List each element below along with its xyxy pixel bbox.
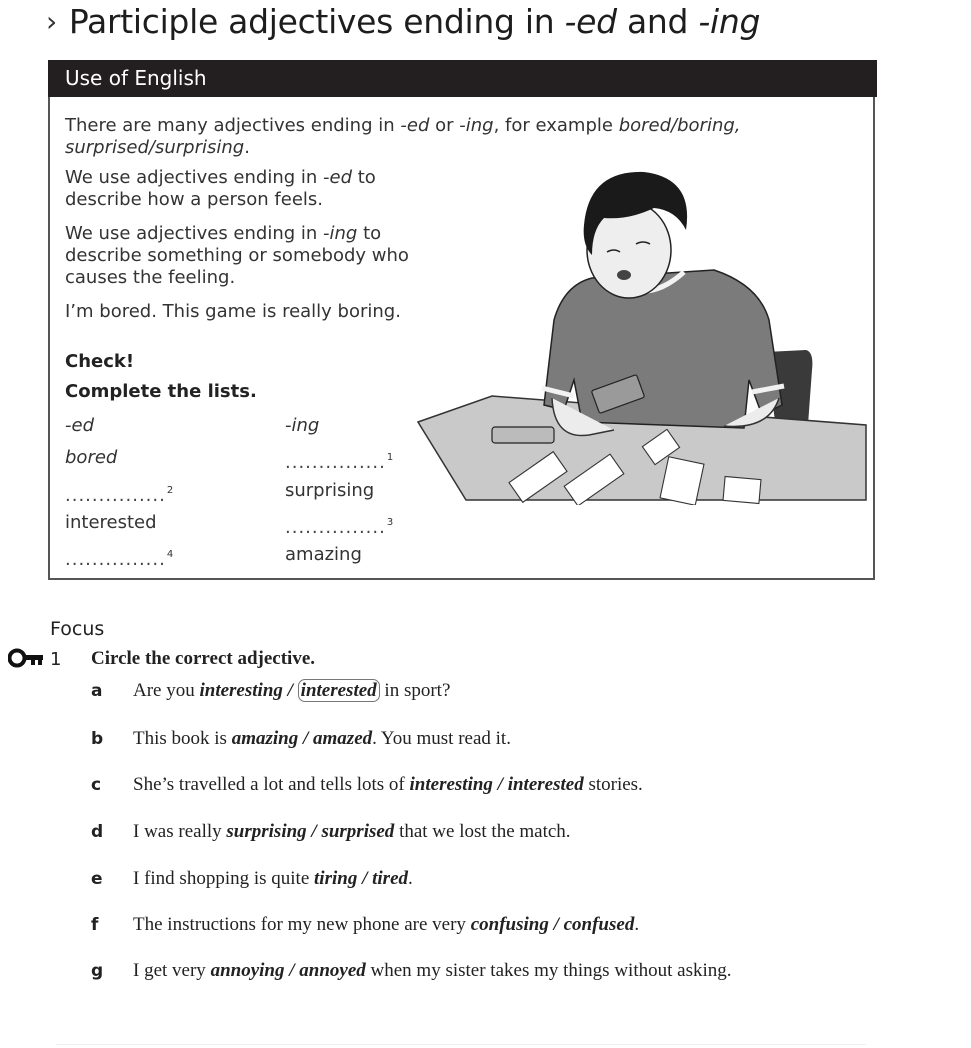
option-2[interactable]: interested xyxy=(507,774,584,795)
exercise-item-a: a Are you interesting / interested in sport? xyxy=(91,680,451,701)
exercise-item-b: b This book is amazing / amazed. You must read it. xyxy=(91,728,511,749)
exercise-item-c: c She’s travelled a lot and tells lots of interesting / interested stories. xyxy=(91,774,643,795)
option-1[interactable]: amazing xyxy=(231,728,299,749)
blank-3[interactable]: ...............$^3$ xyxy=(285,517,394,538)
option-1[interactable]: confusing xyxy=(470,914,549,935)
question-title: Circle the correct adjective. xyxy=(91,648,316,669)
blank-4[interactable]: ...............$^4$ xyxy=(65,549,174,570)
option-2-circled[interactable]: interested xyxy=(298,679,380,702)
boy-playing-cards-illustration xyxy=(414,160,870,505)
shirt xyxy=(544,270,782,428)
key-icon xyxy=(8,648,44,668)
option-2[interactable]: confused xyxy=(563,914,635,935)
option-2[interactable]: amazed xyxy=(313,728,373,749)
option-1[interactable]: surprising xyxy=(226,821,307,842)
page-title: › Participle adjectives ending in -ed and -ing xyxy=(46,2,761,41)
option-1[interactable]: tiring xyxy=(314,868,358,889)
option-2[interactable]: annoyed xyxy=(299,960,366,981)
example-sentence: I’m bored. This game is really boring. xyxy=(65,301,401,322)
exercise-item-d: d I was really surprising / surprised that we lost the match. xyxy=(91,821,571,842)
col-ed-header: -ed xyxy=(65,415,94,436)
list-ed-1: bored xyxy=(65,447,118,468)
intro-paragraph: There are many adjectives ending in -ed or -ing, for example bored/boring, surprised/surprising. xyxy=(65,115,741,158)
blank-1[interactable]: ...............$^1$ xyxy=(285,452,394,473)
col-ing-header: -ing xyxy=(285,415,320,436)
option-1[interactable]: interesting xyxy=(199,680,283,701)
list-ing-4: amazing xyxy=(285,544,362,565)
page-divider xyxy=(56,1044,866,1045)
option-2[interactable]: tired xyxy=(372,868,409,889)
ing-rule-paragraph: We use adjectives ending in -ing to describe something or somebody who causes the feeling. xyxy=(65,223,409,288)
exercise-item-e: e I find shopping is quite tiring / tired. xyxy=(91,868,413,889)
check-instruction: Complete the lists. xyxy=(65,381,257,402)
box-header: Use of English xyxy=(48,60,877,97)
focus-label: Focus xyxy=(50,618,105,640)
exercise-item-f: f The instructions for my new phone are very confusing / confused. xyxy=(91,914,640,935)
chevron-right-icon: › xyxy=(46,5,57,38)
check-heading: Check! xyxy=(65,351,135,372)
option-1[interactable]: annoying xyxy=(210,960,285,981)
exercise-item-g: g I get very annoying / annoyed when my sister takes my things without asking. xyxy=(91,960,732,981)
list-ed-3: interested xyxy=(65,512,157,533)
option-1[interactable]: interesting xyxy=(409,774,493,795)
list-ing-2: surprising xyxy=(285,480,375,501)
blank-2[interactable]: ...............$^2$ xyxy=(65,485,174,506)
question-number: 1 xyxy=(50,649,62,670)
option-2[interactable]: surprised xyxy=(321,821,395,842)
ed-rule-paragraph: We use adjectives ending in -ed to describe how a person feels. xyxy=(65,167,376,210)
